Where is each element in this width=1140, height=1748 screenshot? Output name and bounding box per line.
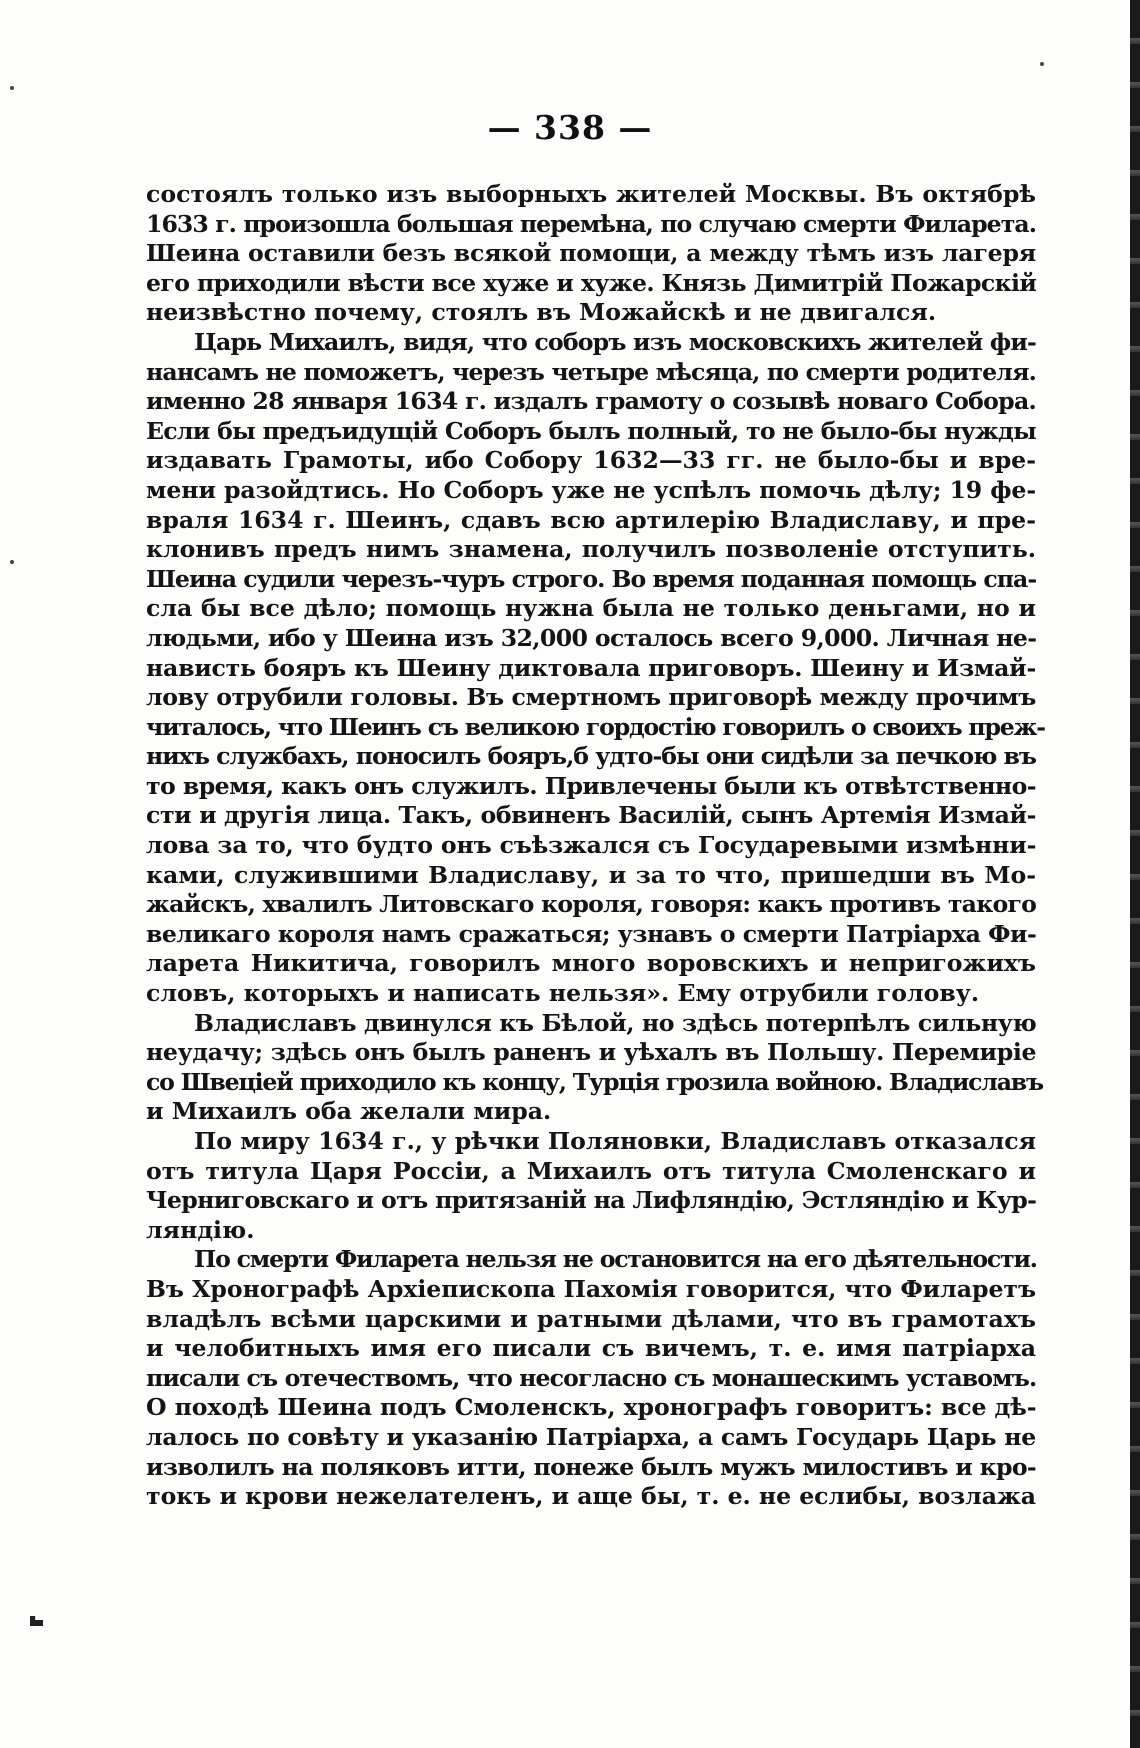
text-line: клонивъ предъ нимъ знамена, получилъ позволеніе отступить. [146, 535, 1036, 564]
text-line: владѣлъ всѣми царскими и ратными дѣлами, что въ грамотахъ [146, 1304, 1036, 1333]
page-edge-shadow [1130, 0, 1140, 1748]
text-line: мени разойдтись. Но Соборъ уже не успѣлъ помочь дѣлу; 19 фе- [146, 475, 1037, 504]
text-line: нависть бояръ къ Шеину диктовала приговоръ. Шеину и Измай- [146, 653, 1036, 682]
text-line: По миру 1634 г., у рѣчки Поляновки, Владиславъ отказался [194, 1127, 1036, 1155]
text-line: лалось по совѣту и указанію Патріарха, а самъ Государь Царь не [146, 1422, 1036, 1451]
text-line: словъ, которыхъ и написать нельзя». Ему отрубили голову. [146, 979, 980, 1008]
text-line: ками, служившими Владиславу, и за то что, пришедши въ Мо- [146, 860, 1036, 889]
text-line: ларета Никитича, говорилъ много воровскихъ и непригожихъ [146, 949, 1036, 978]
text-line: Въ Хронографѣ Архіепископа Пахомія говорится, что Филаретъ [146, 1274, 1037, 1303]
text-line: жайскъ, хвалилъ Литовскаго короля, говоря: какъ противъ такого [146, 890, 1037, 919]
text-line: Владиславъ двинулся къ Бѣлой, но здѣсь потерпѣлъ сильную [194, 1008, 1037, 1037]
text-line: со Швеціей приходило къ концу, Турція грозила войною. Владиславъ [146, 1067, 1043, 1096]
text-line: именно 28 января 1634 г. издалъ грамоту о созывѣ новаго Собора. [146, 387, 1036, 416]
text-line: его приходили вѣсти все хуже и хуже. Князь Димитрій Пожарскій [146, 268, 1037, 297]
text-line: великаго короля намъ сражаться; узнавъ о смерти Патріарха Фи- [146, 919, 1037, 948]
text-line: 1633 г. произошла большая перемѣна, по случаю смерти Филарета. [146, 209, 1036, 238]
text-line: Шеина оставили безъ всякой помощи, а между тѣмъ изъ лагеря [146, 239, 1037, 268]
text-line: Шеина судили черезъ-чуръ строго. Во время поданная помощь спа- [146, 564, 1037, 593]
text-line: нансамъ не поможетъ, черезъ четыре мѣсяца, по смерти родителя. [146, 357, 1036, 386]
text-line: нихъ службахъ, поносилъ бояръ,б удто-бы они сидѣли за печкою въ [146, 742, 1036, 771]
text-line: О походѣ Шеина подъ Смоленскъ, хронографъ говоритъ: все дѣ- [146, 1393, 1037, 1422]
text-line: неудачу; здѣсь онъ былъ раненъ и уѣхалъ въ Польшу. Перемиріе [146, 1038, 1037, 1067]
text-line: лова за то, что будто онъ съѣзжался съ Государевыми измѣнни- [146, 831, 1037, 860]
text-line: токъ и крови нежелателенъ, и аще бы, т. е. не еслибы, возлажа [146, 1482, 1037, 1511]
text-line: издавать Грамоты, ибо Собору 1632—33 гг. не было-бы и вре- [146, 446, 1036, 475]
text-line: и челобитныхъ имя его писали съ вичемъ, т. е. имя патріарха [146, 1334, 1036, 1363]
text-line: Царь Михаилъ, видя, что соборъ изъ московскихъ жителей фи- [194, 327, 1036, 356]
text-line: Если бы предъидущій Соборъ былъ полный, то не было-бы нужды [146, 416, 1036, 445]
ink-speck [10, 560, 14, 564]
body-text [146, 180, 1045, 1512]
text-line: отъ титула Царя Россіи, а Михаилъ отъ титула Смоленскаго и [146, 1156, 1036, 1185]
text-line: сти и другія лица. Такъ, обвиненъ Василій, сынъ Артемія Измай- [146, 801, 1036, 830]
text-line: Черниговскаго и отъ притязаній на Лифляндію, Эстляндію и Кур- [146, 1186, 1037, 1215]
text-line: состоялъ только изъ выборныхъ жителей Москвы. Въ октябрѣ [146, 180, 1036, 208]
text-line: изволилъ на поляковъ итти, понеже былъ мужъ милостивъ и кро- [146, 1452, 1036, 1481]
text-line: и Михаилъ оба желали мира. [146, 1097, 552, 1126]
text-line: читалось, что Шеинъ съ великою гордостію говорилъ о своихъ преж- [146, 712, 1045, 741]
text-line: неизвѣстно почему, стоялъ въ Можайскѣ и не двигался. [146, 298, 937, 327]
ink-speck [10, 86, 14, 90]
text-line: По смерти Филарета нельзя не остановится на его дѣятельности. [194, 1245, 1037, 1274]
text-line: враля 1634 г. Шеинъ, сдавъ всю артилерію Владиславу, и пре- [146, 505, 1036, 534]
ink-speck [1040, 62, 1044, 66]
page-number: — 338 — [487, 108, 653, 147]
text-line: лову отрубили головы. Въ смертномъ приговорѣ между прочимъ [146, 683, 1036, 712]
text-line: писали съ отечествомъ, что несогласно съ монашескимъ уставомъ. [146, 1363, 1037, 1392]
text-line: ляндію. [146, 1215, 255, 1244]
corner-mark [30, 1616, 43, 1626]
text-line: людьми, ибо у Шеина изъ 32,000 осталось всего 9,000. Личная не- [146, 623, 1037, 652]
text-line: сла бы все дѣло; помощь нужна была не только деньгами, но и [146, 594, 1036, 623]
text-line: то время, какъ онъ служилъ. Привлечены были къ отвѣтственно- [146, 771, 1036, 800]
